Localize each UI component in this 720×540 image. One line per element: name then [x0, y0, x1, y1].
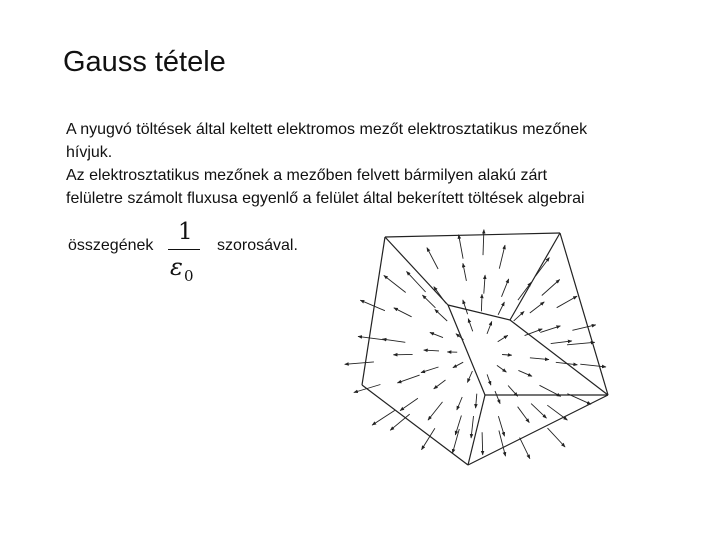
field-arrow	[434, 380, 446, 389]
field-arrow	[518, 407, 530, 423]
field-arrow	[427, 248, 438, 269]
field-arrow	[525, 329, 543, 336]
cube-edge	[448, 305, 510, 320]
field-arrow	[397, 375, 419, 383]
field-arrow	[567, 342, 595, 345]
field-arrow	[502, 279, 509, 297]
cube-field-arrows-icon	[340, 225, 630, 480]
field-arrow	[360, 300, 385, 311]
body-line-1: A nyugvó töltések által keltett elektromos mezőt elektrosztatikus mezőnek	[66, 121, 588, 138]
field-arrow	[518, 282, 531, 300]
field-arrow	[483, 230, 484, 256]
field-arrow	[540, 326, 560, 333]
body-paragraph	[66, 118, 706, 210]
slide-title: Gauss tétele	[63, 46, 226, 78]
sum-label: összegének	[68, 237, 154, 254]
field-arrow	[495, 391, 500, 404]
field-arrow	[487, 374, 491, 385]
field-arrow	[530, 358, 549, 360]
field-arrows	[345, 230, 606, 459]
field-arrow	[557, 296, 577, 308]
field-arrow	[463, 263, 467, 281]
field-arrow	[430, 332, 443, 337]
field-arrow	[497, 365, 507, 372]
body-line-3: Az elektrosztatikus mezőnek a mezőben felvett bármilyen alakú zárt	[66, 167, 548, 184]
cube-edge	[362, 385, 468, 465]
field-arrow	[551, 341, 572, 344]
field-arrow	[518, 370, 532, 376]
fraction-numerator: 1	[178, 219, 193, 245]
field-arrow	[484, 275, 485, 294]
field-arrow	[498, 302, 504, 315]
fraction-denominator: ε	[170, 253, 183, 281]
cube-edge	[560, 233, 608, 395]
field-arrow	[548, 428, 566, 447]
field-arrow	[471, 416, 473, 438]
cube-outline	[362, 233, 608, 465]
one-over-epsilon-fraction	[164, 218, 202, 288]
field-arrow	[382, 339, 405, 342]
field-arrow	[457, 397, 462, 410]
field-arrow	[434, 287, 446, 304]
field-arrow	[542, 280, 560, 296]
field-arrow	[459, 235, 464, 259]
field-arrow	[463, 300, 468, 314]
field-arrow	[536, 258, 550, 277]
cube-edge	[385, 233, 560, 237]
field-arrow	[499, 245, 505, 269]
cube-edge	[448, 305, 485, 395]
cube-edge	[510, 233, 560, 320]
field-arrow	[572, 325, 595, 331]
fraction-denominator-subscript: 0	[184, 267, 194, 285]
body-line-4: felületre számolt fluxusa egyenlő a felület által bekerített töltések algebrai	[66, 190, 585, 207]
field-arrow	[372, 410, 395, 425]
field-arrow	[390, 414, 410, 430]
cube-edge	[510, 320, 608, 395]
field-arrow	[476, 394, 477, 408]
field-arrow	[487, 321, 492, 334]
field-arrow	[354, 385, 381, 393]
field-arrow	[580, 364, 606, 367]
factor-label: szorosával.	[217, 237, 298, 254]
field-arrow	[530, 302, 545, 313]
cube-edge	[468, 395, 608, 465]
field-arrow	[468, 319, 473, 332]
field-arrow	[453, 362, 463, 368]
field-arrow	[499, 431, 506, 457]
field-arrow	[481, 294, 482, 311]
field-arrow	[531, 404, 546, 419]
field-arrow	[482, 432, 483, 455]
field-arrow	[345, 362, 374, 364]
fraction-bar	[168, 249, 200, 250]
field-arrow	[467, 371, 472, 383]
field-arrow	[394, 308, 412, 317]
field-arrow	[421, 367, 439, 373]
cube-edge	[385, 237, 448, 305]
field-arrow	[407, 271, 426, 292]
field-arrow	[400, 398, 418, 410]
field-arrow	[435, 309, 447, 321]
field-arrow	[520, 438, 530, 459]
field-arrow	[358, 336, 386, 340]
field-arrow	[547, 405, 567, 420]
field-arrow	[422, 295, 435, 308]
field-arrow	[428, 402, 443, 420]
field-arrow	[502, 355, 512, 356]
field-arrow	[384, 275, 406, 292]
field-arrow	[514, 311, 524, 321]
body-line-2: hívjuk.	[66, 144, 113, 161]
field-arrow	[498, 335, 508, 341]
field-arrow	[424, 350, 439, 351]
